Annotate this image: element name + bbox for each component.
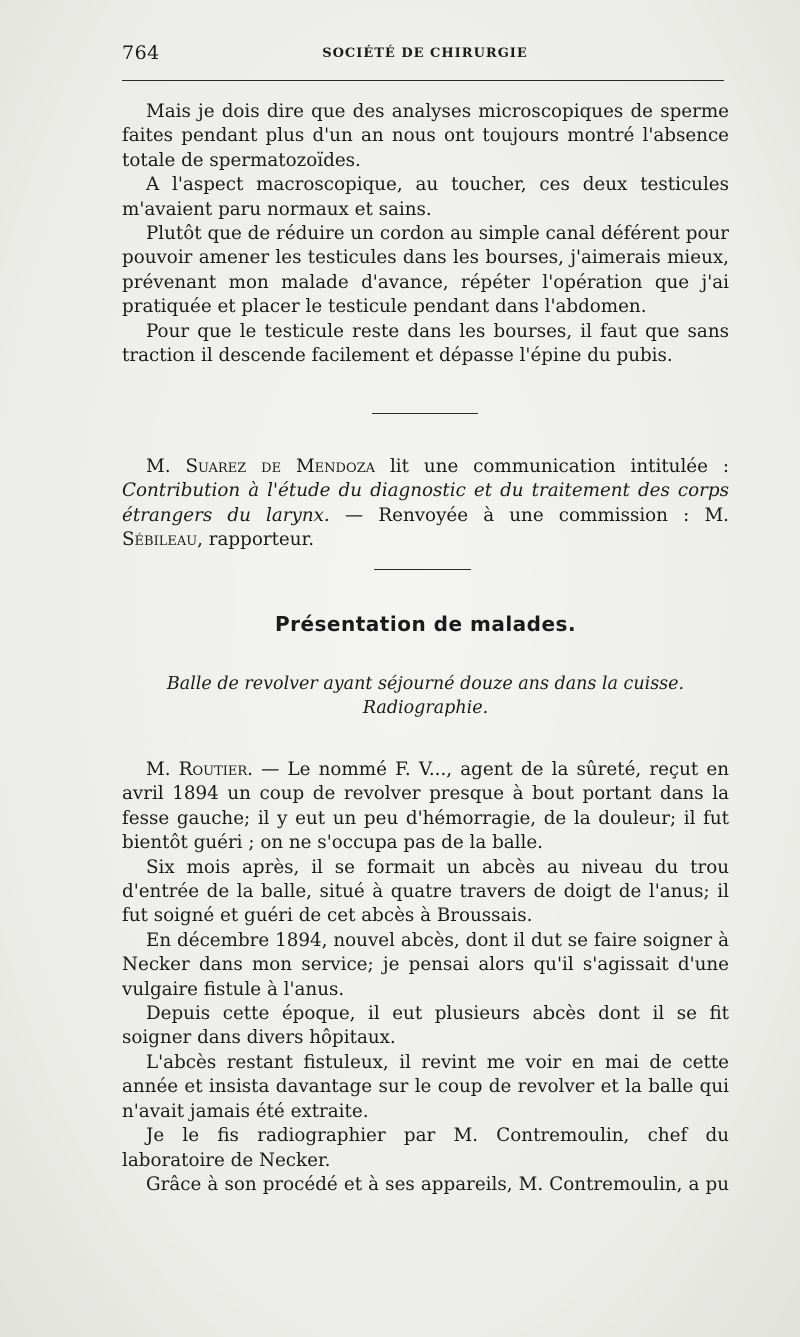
communication-suffix: , rapporteur.: [197, 529, 315, 551]
communication-intro: lit une communication intitulée :: [375, 456, 729, 477]
page-number: 764: [122, 42, 160, 64]
section-title: Présentation de malades.: [274, 612, 577, 636]
speaker-prefix: M.: [146, 759, 179, 780]
paragraph: A l'aspect macroscopique, au toucher, ces deux testicules m'avaient paru normaux et sains.: [122, 174, 729, 220]
case-paragraph: L'abcès restant fistuleux, il revint me voir en mai de cette année et insista davantage sur le coup de revolver et la balle qui n'avait jamais été extraite.: [122, 1051, 729, 1122]
header-rule: [122, 80, 724, 81]
page-header: [122, 42, 728, 72]
section-separator: [372, 413, 478, 414]
running-head: SOCIÉTÉ DE CHIRURGIE: [322, 46, 528, 61]
paragraph: Pour que le testicule reste dans les bourses, il faut que sans traction il descende facilement et dépasse l'épine du pubis.: [122, 320, 729, 367]
case-title-line: Radiographie.: [362, 698, 489, 718]
case-paragraph: En décembre 1894, nouvel abcès, dont il dut se faire soigner à Necker dans mon service; je pensai alors qu'il s'agissait d'une vulgaire fistule à l'anus.: [122, 929, 729, 1000]
speaker-name: Routier: [178, 759, 248, 780]
case-paragraph-text: . — Le nommé F. V..., agent de la sûreté, reçut en avril 1894 un coup de revolver presque à bout portant dans la fesse gauche; il y eut un peu d'hémorragie, de la douleur; il fut bientôt guéri ; on ne s'occupa pas de la balle.: [122, 759, 729, 854]
communication-rapporteur: Sébileau: [122, 529, 198, 551]
case-title: [122, 672, 729, 720]
communication-paragraph: [122, 455, 729, 553]
section-separator: [374, 569, 471, 570]
case-paragraph: Depuis cette époque, il eut plusieurs abcès dont il se fit soigner dans divers hôpitaux.: [122, 1003, 729, 1049]
paragraph: Plutôt que de réduire un cordon au simple canal déférent pour pouvoir amener les testicules dans les bourses, j'aimerais mieux, prévenant mon malade d'avance, répéter l'opération que j'ai pratiquée et placer le testicule pendant dans l'abdomen.: [122, 223, 729, 318]
communication-author: Suarez de Mendoza: [185, 456, 376, 477]
communication-notice: [122, 455, 729, 553]
first-section: [122, 100, 729, 368]
case-paragraph: [122, 758, 729, 856]
case-paragraph: Grâce à son procédé et à ses appareils, M. Contremoulin, a pu: [146, 1173, 729, 1195]
case-paragraph: Six mois après, il se formait un abcès au niveau du trou d'entrée de la balle, situé à quatre travers de doigt de l'anus; il fut soigné et guéri de cet abcès à Broussais.: [122, 856, 729, 927]
paragraph: Mais je dois dire que des analyses microscopiques de sperme faites pendant plus d'un an nous ont toujours montré l'absence totale de spermatozoïdes.: [122, 101, 729, 171]
communication-prefix: M.: [146, 456, 186, 477]
communication-middle: — Renvoyée à une commission : M.: [329, 504, 729, 526]
case-paragraph: Je le fis radiographier par M. Contremoulin, chef du laboratoire de Necker.: [122, 1125, 729, 1171]
case-report: [122, 758, 729, 1197]
case-title-line: Balle de revolver ayant séjourné douze ans dans la cuisse.: [166, 674, 685, 694]
communication-title: Contribution à l'étude du diagnostic et du traitement des corps étrangers du larynx.: [122, 480, 729, 526]
